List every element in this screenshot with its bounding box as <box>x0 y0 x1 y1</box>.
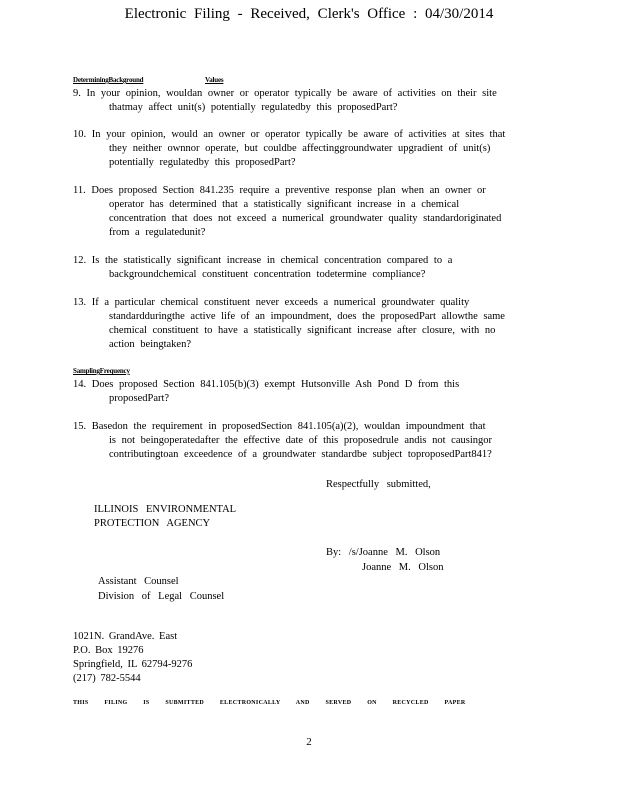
signatory-name: Joanne M. Olson <box>362 562 444 573</box>
question-first-line: 11. Does proposed Section 841.235 require a preventive response plan when an owner or <box>73 185 486 196</box>
section-heading-background: DeterminingBackground <box>73 76 144 84</box>
question-continuation-line: contributingtoan exceedence of a groundwater standardbe subject toproposedPart841? <box>109 449 492 460</box>
signatory-title-line2: Division of Legal Counsel <box>98 591 225 602</box>
question-13 <box>73 296 505 352</box>
question-continuation-line: proposedPart? <box>109 393 170 404</box>
question-continuation-line: backgroundchemical constituent concentration todetermine compliance? <box>109 269 426 280</box>
recycled-paper-notice: THIS FILING IS SUBMITTED ELECTRONICALLY AND SERVED ON RECYCLED PAPER <box>73 700 466 706</box>
question-continuation-line: standardduringthe active life of an impoundment, does the proposedPart allowthe same <box>109 311 505 322</box>
question-continuation-line: from a regulatedunit? <box>109 227 206 238</box>
page-number: 2 <box>306 736 312 748</box>
closing-text: Respectfully submitted, <box>326 479 431 490</box>
agency-name-line2: PROTECTION AGENCY <box>94 518 211 529</box>
address-line4: (217) 782-5544 <box>73 673 141 684</box>
question-9 <box>73 87 497 115</box>
signature-by-line: By: /s/Joanne M. Olson <box>326 547 441 558</box>
question-15 <box>73 420 492 462</box>
question-continuation-line: thatmay affect unit(s) potentially regulatedby this proposedPart? <box>109 102 398 113</box>
question-first-line: 10. In your opinion, would an owner or operator typically be aware of activities at sites that <box>73 129 506 140</box>
question-continuation-line: they neither ownnor operate, but couldbe affectinggroundwater upgradient of unit(s) <box>109 143 491 154</box>
question-continuation-line: is not beingoperatedafter the effective date of this proposedrule andis not causingor <box>109 435 492 446</box>
address-line2: P.O. Box 19276 <box>73 645 144 656</box>
question-continuation-line: potentially regulatedby this proposedPart? <box>109 157 296 168</box>
question-first-line: 12. Is the statistically significant increase in chemical concentration compared to a <box>73 255 453 266</box>
question-continuation-line: action beingtaken? <box>109 339 192 350</box>
question-continuation-line: concentration that does not exceed a numerical groundwater quality standardoriginated <box>109 213 502 224</box>
address-line1: 1021N. GrandAve. East <box>73 631 178 642</box>
question-12 <box>73 254 452 282</box>
section-heading-sampling: SamplingFrequency <box>73 367 130 375</box>
agency-name-line1: ILLINOIS ENVIRONMENTAL <box>94 504 237 515</box>
question-first-line: 9. In your opinion, wouldan owner or operator typically be aware of activities on their site <box>73 88 497 99</box>
section-heading-values: Values <box>205 76 224 84</box>
question-14 <box>73 378 459 406</box>
signatory-title-line1: Assistant Counsel <box>98 576 179 587</box>
question-continuation-line: chemical constituent to have a statistically significant increase after closure, with no <box>109 325 496 336</box>
address-line3: Springfield, IL 62794-9276 <box>73 659 193 670</box>
filing-header: Electronic Filing - Received, Clerk's Office : 04/30/2014 <box>124 6 494 22</box>
question-first-line: 13. If a particular chemical constituent never exceeds a numerical groundwater quality <box>73 297 470 308</box>
question-first-line: 15. Basedon the requirement in proposedSection 841.105(a)(2), wouldan impoundment that <box>73 421 486 432</box>
question-10 <box>73 128 505 170</box>
question-first-line: 14. Does proposed Section 841.105(b)(3) exempt Hutsonville Ash Pond D from this <box>73 379 460 390</box>
question-11 <box>73 184 501 240</box>
question-continuation-line: operator has determined that a statistically significant increase in a chemical <box>109 199 460 210</box>
